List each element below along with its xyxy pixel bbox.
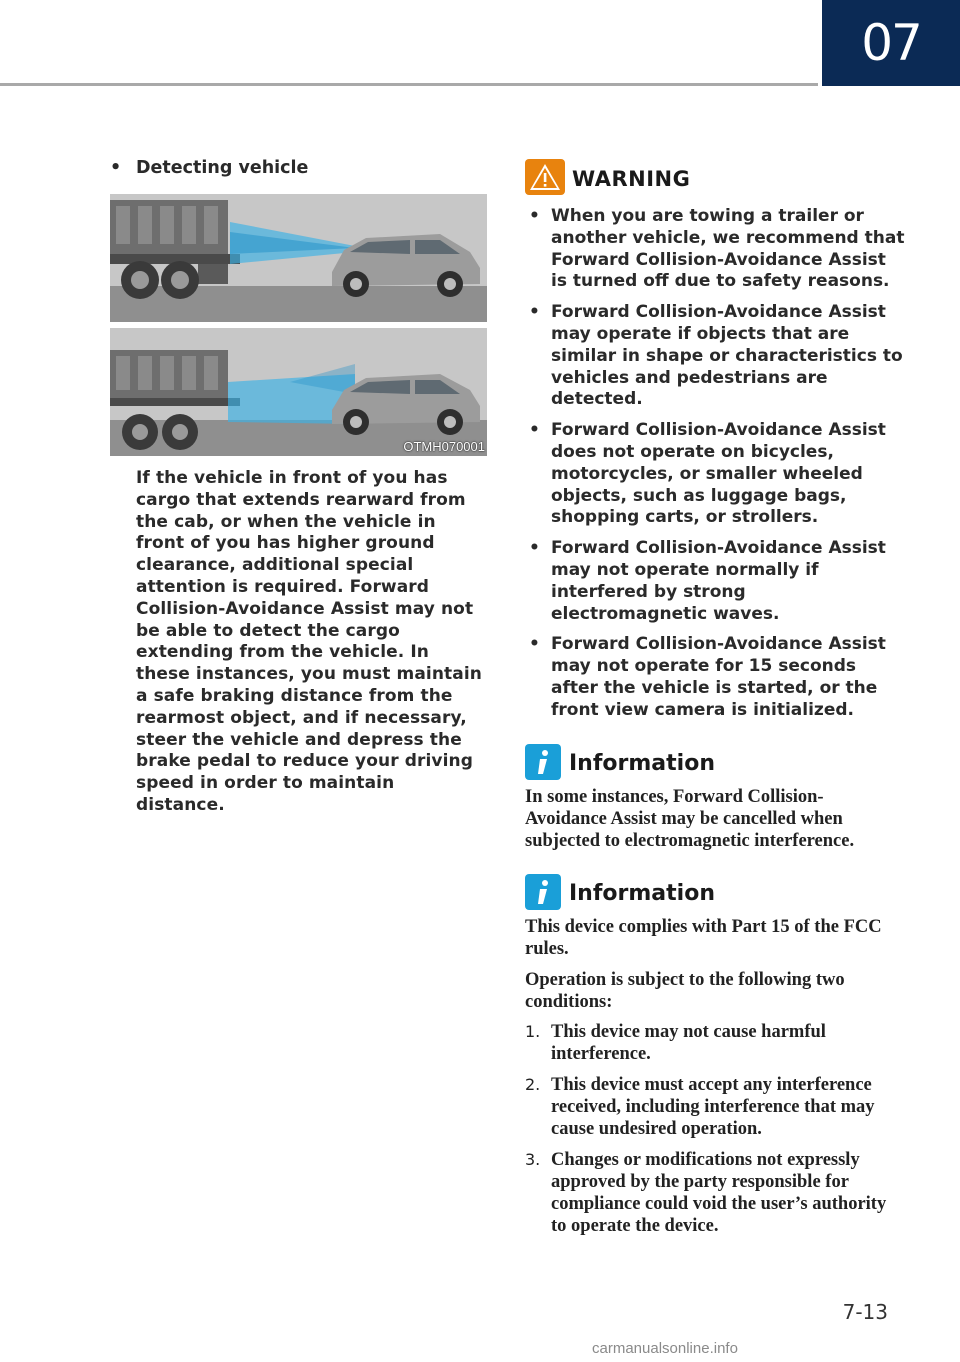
info-text-2a: This device complies with Part 15 of the FCC rules. [525, 916, 882, 959]
info-text-1: In some instances, Forward Collision-Avoidance Assist may be cancelled when subjected to electromagnetic interference. [525, 786, 855, 851]
warning-title: WARNING [572, 167, 691, 191]
info-icon [525, 744, 561, 784]
detection-illustration [110, 194, 487, 456]
condition-item [525, 1074, 905, 1140]
left-column [110, 158, 488, 817]
section-bullet [110, 158, 488, 178]
info-text-2b: Operation is subject to the following two conditions: [525, 969, 845, 1012]
info-title-2: Information [569, 881, 715, 907]
info-header-2 [525, 876, 905, 912]
bullet-dot: • [110, 158, 122, 178]
condition-number: 3. [525, 1149, 541, 1169]
condition-text: This device must accept any interference received, including interference that may cause undesired operation. [551, 1074, 875, 1139]
warning-header [525, 160, 905, 198]
conditions-list [525, 1021, 905, 1237]
condition-number: 1. [525, 1021, 541, 1041]
chapter-number: 07 [861, 14, 921, 72]
condition-text: Changes or modifications not expressly approved by the party responsible for compliance could void the user’s authority to operate the device. [551, 1149, 887, 1236]
condition-item [525, 1021, 905, 1065]
right-column [525, 160, 905, 1246]
info-icon [525, 874, 561, 914]
info-header-1 [525, 746, 905, 782]
info-title-1: Information [569, 751, 715, 777]
chapter-tab [822, 0, 960, 86]
illustration-svg [110, 194, 487, 456]
warning-icon [525, 159, 565, 199]
warning-item: • Forward Collision-Avoidance Assist does not operate on bicycles, motorcycles, or smaller wheeled objects, such as luggage bags, shopping carts, or strollers. [525, 420, 905, 529]
condition-item [525, 1149, 905, 1237]
figure-code: OTMH070001 [403, 439, 485, 454]
left-paragraph: If the vehicle in front of you has cargo that extends rearward from the cab, or when the vehicle in front of you has higher ground clearance, additional special attention is required. Forward Collision-Avoidance Assist may not be able to detect the cargo extending from the vehicle. In these instances, you must maintain a safe braking distance from the rearmost object, and if necessary, steer the vehicle and depress the brake pedal to reduce your driving speed in order to maintain distance. [136, 468, 482, 815]
warning-item: • Forward Collision-Avoidance Assist may not operate for 15 seconds after the vehicle is started, or the front view camera is initialized. [525, 634, 905, 721]
warning-list [525, 206, 905, 722]
page-number: 7-13 [842, 1300, 888, 1324]
warning-item: • Forward Collision-Avoidance Assist may not operate normally if interfered by strong electromagnetic waves. [525, 538, 905, 625]
condition-number: 2. [525, 1074, 541, 1094]
section-title: Detecting vehicle [136, 158, 309, 178]
warning-item: • Forward Collision-Avoidance Assist may operate if objects that are similar in shape or characteristics to vehicles and pedestrians are detected. [525, 302, 905, 411]
watermark: carmanualsonline.info [592, 1340, 738, 1357]
warning-item: • When you are towing a trailer or another vehicle, we recommend that Forward Collision-Avoidance Assist is turned off due to safety reasons. [525, 206, 905, 293]
condition-text: This device may not cause harmful interference. [551, 1021, 826, 1064]
header-rule [0, 83, 818, 86]
